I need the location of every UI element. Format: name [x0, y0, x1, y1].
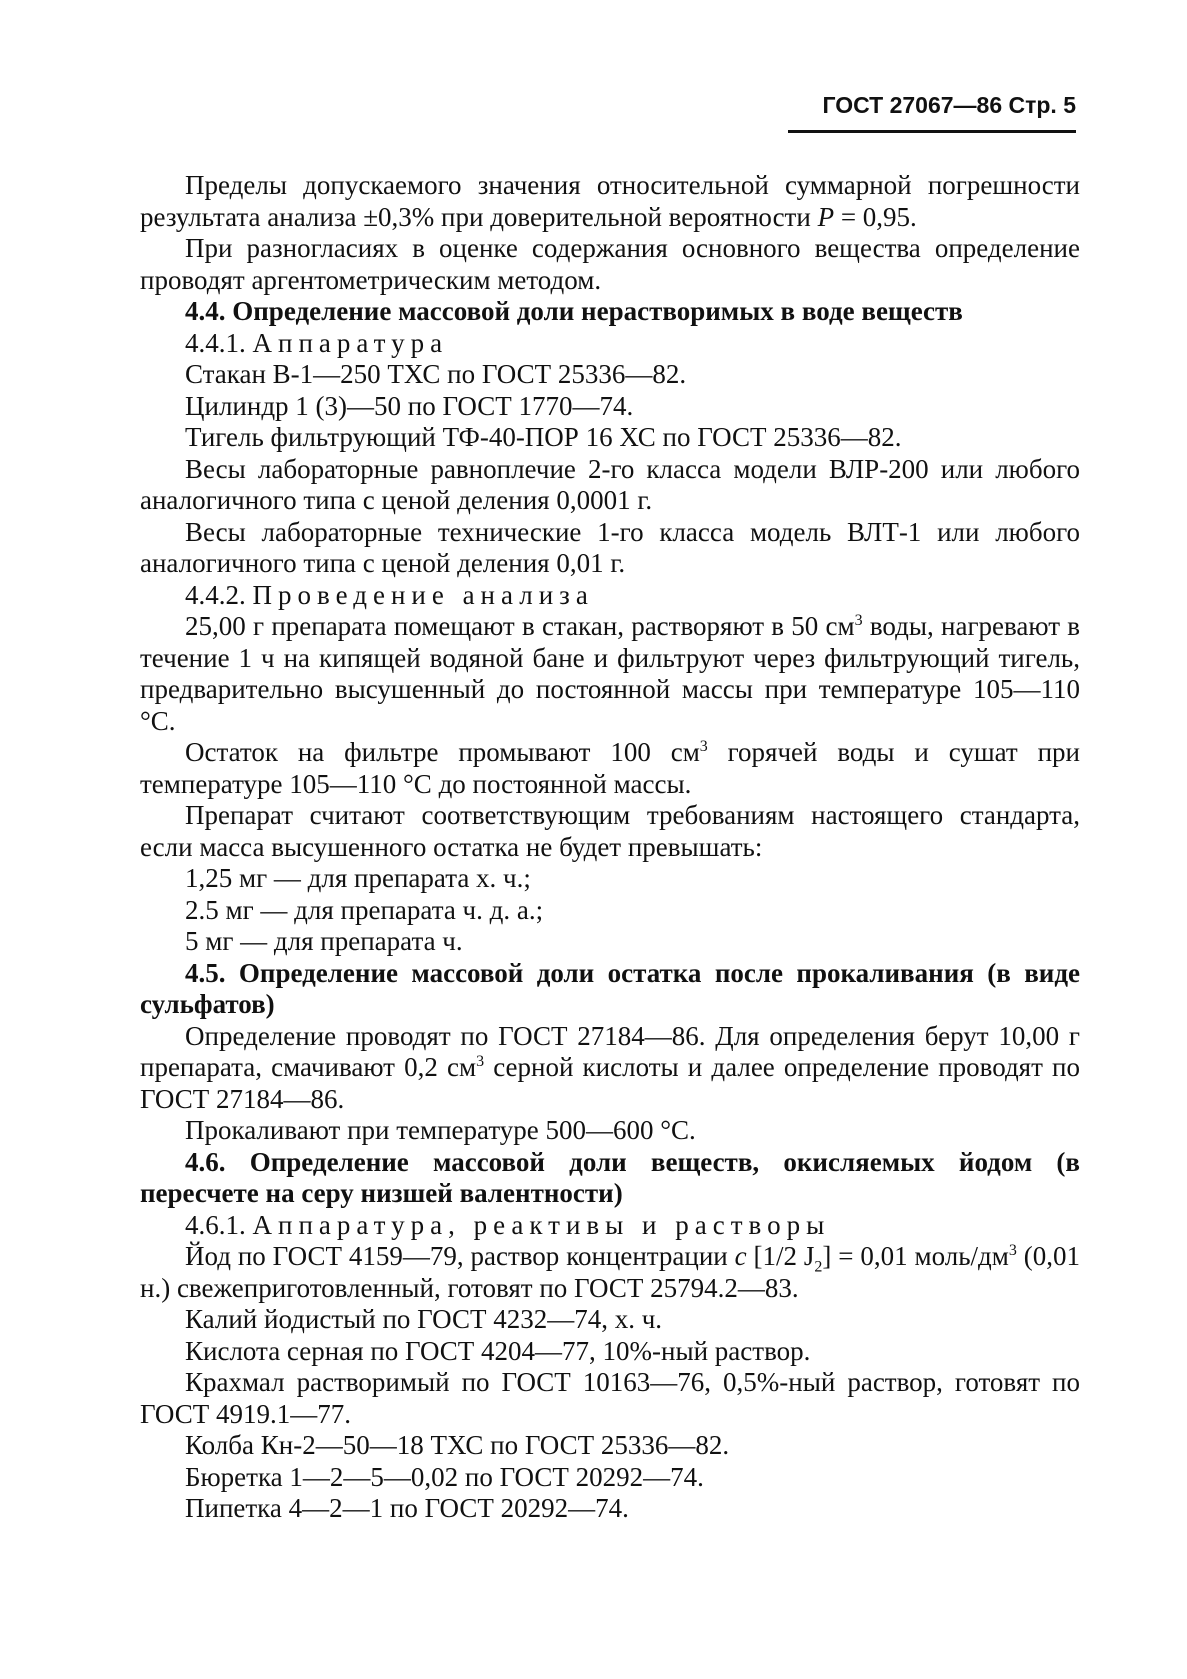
section-4-4-heading: 4.4. Определение массовой доли нерастворимых в воде веществ [185, 296, 963, 326]
header-rule [788, 130, 1076, 133]
calcination-paragraph: Прокаливают при температуре 500—600 °С. [185, 1115, 696, 1145]
apparatus-item: Цилиндр 1 (3)—50 по ГОСТ 1770—74. [185, 390, 634, 421]
section-4-4-2-heading: 4.4.2. Проведение анализа [185, 579, 594, 610]
page-header: ГОСТ 27067—86 Стр. 5 [822, 92, 1076, 118]
reagent-item: Крахмал растворимый по ГОСТ 10163—76, 0,5%-ный раствор, готовят по ГОСТ 4919.1—77. [140, 1367, 1080, 1429]
iodine-paragraph: Йод по ГОСТ 4159—79, раствор концентрации c [1/2 $J_2] = 0,01$ моль/$дм^3$ (0,01 н.) свежеприготовленный, готовят по ГОСТ 25794.2—83. [140, 1241, 1081, 1303]
apparatus-item: Стакан В-1—250 ТХС по ГОСТ 25336—82. [185, 359, 687, 389]
limit-item: 1,25 мг — для препарата х. ч.; [185, 863, 531, 893]
criteria-paragraph: Препарат считают соответствующим требованиям настоящего стандарта, если масса высушенного остатка не будет превышать: [140, 800, 1080, 862]
paragraph-error-limits: Пределы допускаемого значения относительной суммарной погрешности результата анализа ±0,3% при доверительной вероятности P = 0,95. [140, 170, 1080, 232]
paragraph-disagreement: При разногласиях в оценке содержания основного вещества определение проводят аргентометрическим методом. [140, 233, 1080, 295]
apparatus-item: Весы лабораторные равноплечие 2-го класса модели ВЛР-200 или любого аналогичного типа с ценой деления 0,0001 г. [140, 453, 1080, 515]
reagent-item: Бюретка 1—2—5—0,02 по ГОСТ 20292—74. [185, 1461, 704, 1492]
section-4-6-heading: 4.6. Определение массовой доли веществ, окисляемых йодом (в пересчете на серу низшей валентности) [140, 1146, 1080, 1208]
section-4-4-1-heading: 4.4.1. Аппаратура [185, 327, 449, 358]
reagent-item: Пипетка 4—2—1 по ГОСТ 20292—74. [185, 1493, 629, 1523]
section-4-6-1-heading: 4.6.1. Аппаратура, реактивы и растворы [185, 1209, 831, 1240]
apparatus-item: Весы лабораторные технические 1-го класса модель ВЛТ-1 или любого аналогичного типа с ценой деления 0,01 г. [140, 516, 1080, 578]
limit-item: 2.5 мг — для препарата ч. д. а.; [185, 894, 544, 925]
residue-paragraph: Остаток на фильтре промывают 100 $см^3$ горячей воды и сушат при температуре 105—110 °С до постоянной массы. [140, 737, 1080, 799]
section-4-5-heading: 4.5. Определение массовой доли остатка после прокаливания (в виде сульфатов) [140, 957, 1081, 1019]
sulfate-paragraph: Определение проводят по ГОСТ 27184—86. Для определения берут 10,00 г препарата, смачивают 0,2 $см^3$ серной кислоты и далее определение проводят по ГОСТ 27184—86. [140, 1020, 1080, 1114]
apparatus-item: Тигель фильтрующий ТФ-40-ПОР 16 ХС по ГОСТ 25336—82. [185, 422, 902, 452]
reagent-item: Колба Кн-2—50—18 ТХС по ГОСТ 25336—82. [185, 1430, 730, 1460]
limit-item: 5 мг — для препарата ч. [185, 926, 463, 956]
analysis-paragraph: 25,00 г препарата помещают в стакан, растворяют в 50 $см^3$ воды, нагревают в течение 1 ч на кипящей водяной бане и фильтруют через фильтрующий тигель, предварительно высушенный до постоянной массы при температуре 105—110 °С. [140, 611, 1080, 736]
reagent-item: Калий йодистый по ГОСТ 4232—74, х. ч. [185, 1304, 663, 1334]
reagent-item: Кислота серная по ГОСТ 4204—77, 10%-ный раствор. [185, 1335, 811, 1366]
document-body [140, 170, 1080, 1525]
